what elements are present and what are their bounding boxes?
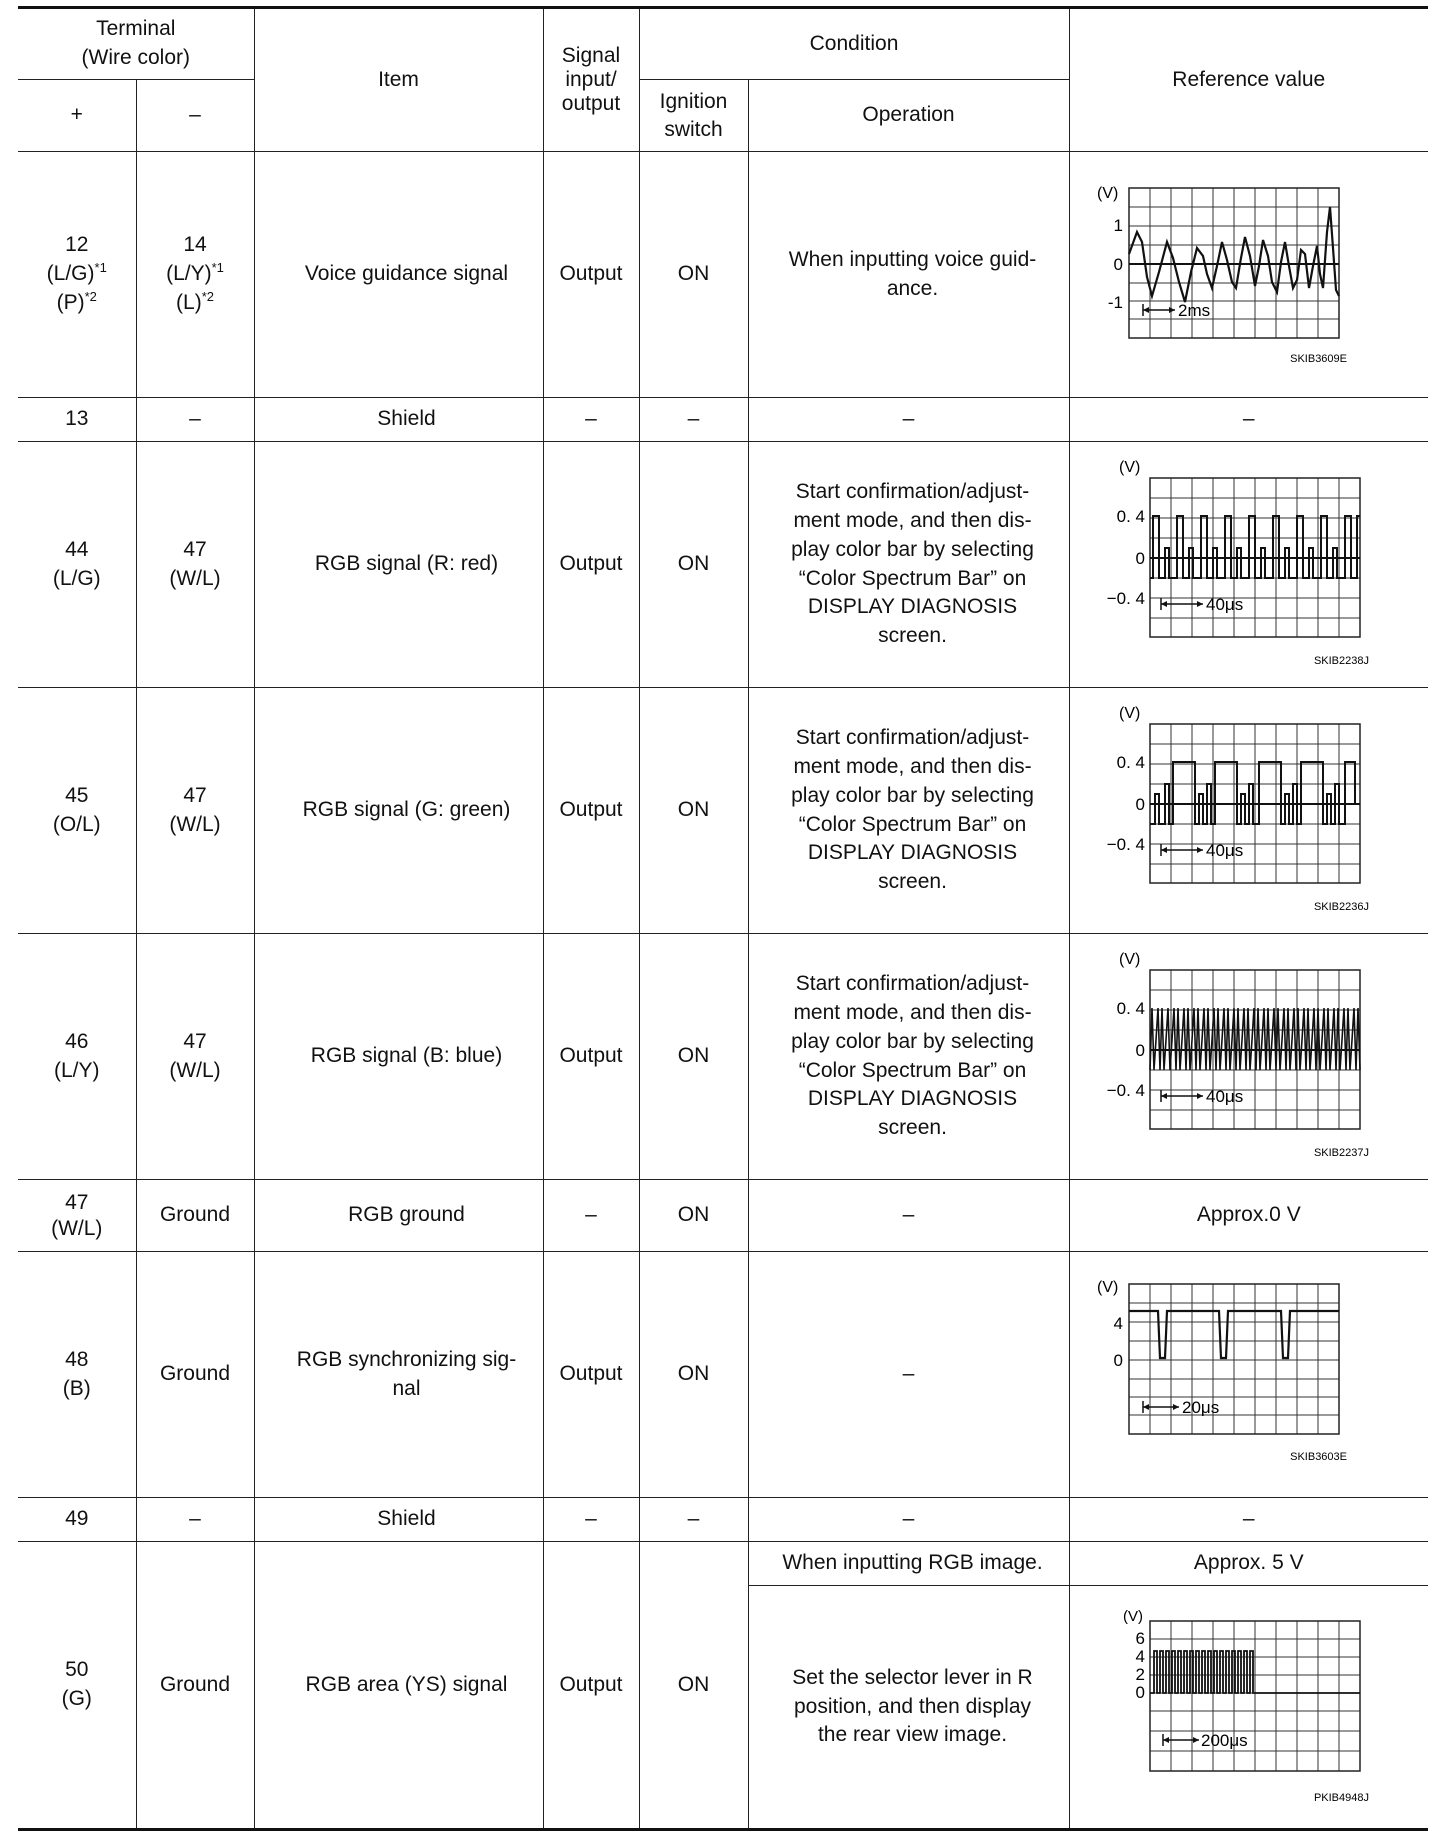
footnote-mark: *2 (84, 288, 97, 304)
item-cell: RGB area (YS) signal (254, 1542, 543, 1830)
scope-label: 0 (1113, 255, 1123, 274)
figure-code: SKIB2237J (1313, 1147, 1369, 1159)
terminal-plus (18, 934, 136, 1180)
oscilloscope-waveform-sync (1079, 1262, 1419, 1487)
header-signal: Signal input/ output (543, 8, 639, 152)
wire-color: (L/G) (52, 566, 101, 590)
ignition-cell: ON (639, 152, 748, 398)
footnote-mark: *2 (201, 288, 214, 304)
terminal-number: 47 (183, 1029, 207, 1053)
header-ignition: Ignition switch (639, 80, 748, 152)
operation-cell: Start confirmation/adjust- ment mode, and then dis- play color bar by selecting “Color Spectrum Bar” on DISPLAY DIAGNOSIS screen. (748, 688, 1069, 934)
signal-cell: Output (543, 688, 639, 934)
reference-cell: Approx. 5 V (1069, 1542, 1428, 1586)
scope-label: 6 (1135, 1628, 1145, 1648)
scope-label: −0. 4 (1106, 589, 1145, 608)
scope-label: 0. 4 (1116, 507, 1145, 526)
table-row (18, 934, 1428, 1180)
scope-label: −0. 4 (1106, 835, 1145, 854)
terminal-number: 44 (65, 537, 89, 561)
reference-cell (1069, 934, 1428, 1180)
operation-cell: – (748, 1252, 1069, 1498)
item-cell: Shield (254, 398, 543, 442)
terminal-plus (18, 442, 136, 688)
oscilloscope-waveform-voice (1079, 162, 1419, 387)
signal-cell: Output (543, 152, 639, 398)
scope-label: 0. 4 (1116, 753, 1145, 772)
ignition-cell: ON (639, 442, 748, 688)
table-row (18, 1252, 1428, 1498)
operation-cell: Start confirmation/adjust- ment mode, and then dis- play color bar by selecting “Color Spectrum Bar” on DISPLAY DIAGNOSIS screen. (748, 442, 1069, 688)
operation-cell: Start confirmation/adjust- ment mode, and then dis- play color bar by selecting “Color Spectrum Bar” on DISPLAY DIAGNOSIS screen. (748, 934, 1069, 1180)
signal-cell: Output (543, 934, 639, 1180)
ignition-cell: ON (639, 688, 748, 934)
oscilloscope-waveform-red (1079, 452, 1419, 677)
wire-color: (W/L) (169, 1058, 221, 1082)
header-minus: – (136, 80, 254, 152)
scope-time: 40μs (1205, 841, 1243, 860)
scope-unit: (V) (1118, 951, 1141, 968)
scope-unit: (V) (1096, 185, 1119, 202)
scope-time: 40μs (1205, 595, 1243, 614)
signal-cell: – (543, 398, 639, 442)
ignition-cell: ON (639, 934, 748, 1180)
ignition-cell: – (639, 398, 748, 442)
operation-cell: – (748, 1180, 1069, 1252)
reference-cell (1069, 1586, 1428, 1830)
scope-label: -1 (1107, 293, 1123, 312)
header-terminal: Terminal (Wire color) (18, 8, 254, 80)
reference-cell (1069, 152, 1428, 398)
terminal-plus: 13 (18, 398, 136, 442)
terminal-spec-table (18, 6, 1428, 1831)
scope-unit: (V) (1118, 459, 1141, 476)
reference-cell: – (1069, 398, 1428, 442)
wire-color: (P) (56, 290, 85, 314)
wire-color: (W/L) (169, 566, 221, 590)
scope-label: 1 (1113, 216, 1123, 235)
scope-label: 0 (1135, 1682, 1145, 1702)
header-condition: Condition (639, 8, 1069, 80)
wire-color: (B) (62, 1376, 91, 1400)
terminal-number: 47 (65, 1191, 89, 1215)
oscilloscope-waveform-blue (1079, 944, 1419, 1169)
oscilloscope-waveform-ys (1079, 1595, 1419, 1820)
wire-color: (W/L) (51, 1216, 103, 1240)
signal-cell: Output (543, 442, 639, 688)
terminal-minus (136, 152, 254, 398)
terminal-minus: Ground (136, 1252, 254, 1498)
terminal-number: 12 (65, 233, 89, 257)
signal-cell: – (543, 1180, 639, 1252)
operation-cell: When inputting voice guid- ance. (748, 152, 1069, 398)
terminal-minus: – (136, 1498, 254, 1542)
oscilloscope-waveform-green (1079, 698, 1419, 923)
figure-code: SKIB3603E (1289, 1451, 1347, 1463)
figure-code: SKIB3609E (1289, 353, 1347, 365)
item-cell: RGB signal (R: red) (254, 442, 543, 688)
terminal-number: 46 (65, 1029, 89, 1053)
wire-color: (L/Y) (166, 262, 212, 286)
terminal-number: 45 (65, 783, 89, 807)
item-cell: RGB synchronizing sig- nal (254, 1252, 543, 1498)
terminal-minus (136, 688, 254, 934)
wire-color: (G) (61, 1687, 92, 1710)
footnote-mark: *1 (211, 260, 224, 276)
scope-time: 40μs (1205, 1087, 1243, 1106)
scope-unit: (V) (1122, 1607, 1143, 1625)
table-row (18, 442, 1428, 688)
terminal-plus: 49 (18, 1498, 136, 1542)
item-cell: RGB signal (B: blue) (254, 934, 543, 1180)
scope-label: 2 (1135, 1664, 1145, 1684)
scope-label: 4 (1113, 1314, 1123, 1333)
scope-unit: (V) (1096, 1279, 1119, 1296)
terminal-number: 50 (65, 1658, 89, 1682)
table-row (18, 152, 1428, 398)
wire-color: (O/L) (52, 812, 101, 836)
table-row (18, 1498, 1428, 1542)
terminal-plus (18, 1252, 136, 1498)
figure-code: SKIB2238J (1313, 655, 1369, 667)
scope-time: 2ms (1177, 301, 1210, 320)
reference-cell (1069, 688, 1428, 934)
table-row (18, 1180, 1428, 1252)
scope-time: 20μs (1181, 1398, 1219, 1417)
header-reference: Reference value (1069, 8, 1428, 152)
wire-color: (W/L) (169, 812, 221, 836)
table-row (18, 398, 1428, 442)
terminal-number: 48 (65, 1347, 89, 1371)
terminal-plus (18, 152, 136, 398)
operation-cell: When inputting RGB image. (748, 1542, 1069, 1586)
scope-unit: (V) (1118, 705, 1141, 722)
item-cell: RGB signal (G: green) (254, 688, 543, 934)
reference-cell: – (1069, 1498, 1428, 1542)
reference-cell: Approx.0 V (1069, 1180, 1428, 1252)
terminal-minus: Ground (136, 1180, 254, 1252)
terminal-number: 47 (183, 537, 207, 561)
header-plus: + (18, 80, 136, 152)
terminal-minus: Ground (136, 1542, 254, 1830)
terminal-plus (18, 1180, 136, 1252)
terminal-minus (136, 934, 254, 1180)
scope-label: 0. 4 (1116, 999, 1145, 1018)
reference-cell (1069, 442, 1428, 688)
table-row (18, 688, 1428, 934)
wire-color: (L/Y) (53, 1058, 100, 1082)
scope-label: 4 (1135, 1646, 1145, 1666)
scope-label: −0. 4 (1106, 1081, 1145, 1100)
wire-color: (L/G) (46, 262, 95, 286)
figure-code: SKIB2236J (1313, 901, 1369, 913)
scope-label: 0 (1135, 549, 1145, 568)
terminal-number: 47 (183, 783, 207, 807)
ignition-cell: ON (639, 1252, 748, 1498)
footnote-mark: *1 (94, 260, 107, 276)
table-row (18, 1542, 1428, 1586)
scope-label: 0 (1135, 1041, 1145, 1060)
operation-cell: Set the selector lever in R position, and then display the rear view image. (748, 1586, 1069, 1830)
terminal-minus: – (136, 398, 254, 442)
item-cell: RGB ground (254, 1180, 543, 1252)
header-operation: Operation (748, 80, 1069, 152)
operation-cell: – (748, 398, 1069, 442)
terminal-plus (18, 1542, 136, 1830)
scope-time: 200μs (1200, 1730, 1248, 1750)
header-item: Item (254, 8, 543, 152)
scope-label: 0 (1113, 1351, 1123, 1370)
ignition-cell: ON (639, 1180, 748, 1252)
signal-cell: Output (543, 1542, 639, 1830)
signal-cell: Output (543, 1252, 639, 1498)
figure-code: PKIB4948J (1313, 1791, 1369, 1804)
ignition-cell: ON (639, 1542, 748, 1830)
scope-label: 0 (1135, 795, 1145, 814)
ignition-cell: – (639, 1498, 748, 1542)
signal-cell: – (543, 1498, 639, 1542)
reference-cell (1069, 1252, 1428, 1498)
terminal-number: 14 (183, 233, 207, 257)
item-cell: Shield (254, 1498, 543, 1542)
terminal-minus (136, 442, 254, 688)
operation-cell: – (748, 1498, 1069, 1542)
wire-color: (L) (176, 290, 202, 314)
terminal-plus (18, 688, 136, 934)
item-cell: Voice guidance signal (254, 152, 543, 398)
